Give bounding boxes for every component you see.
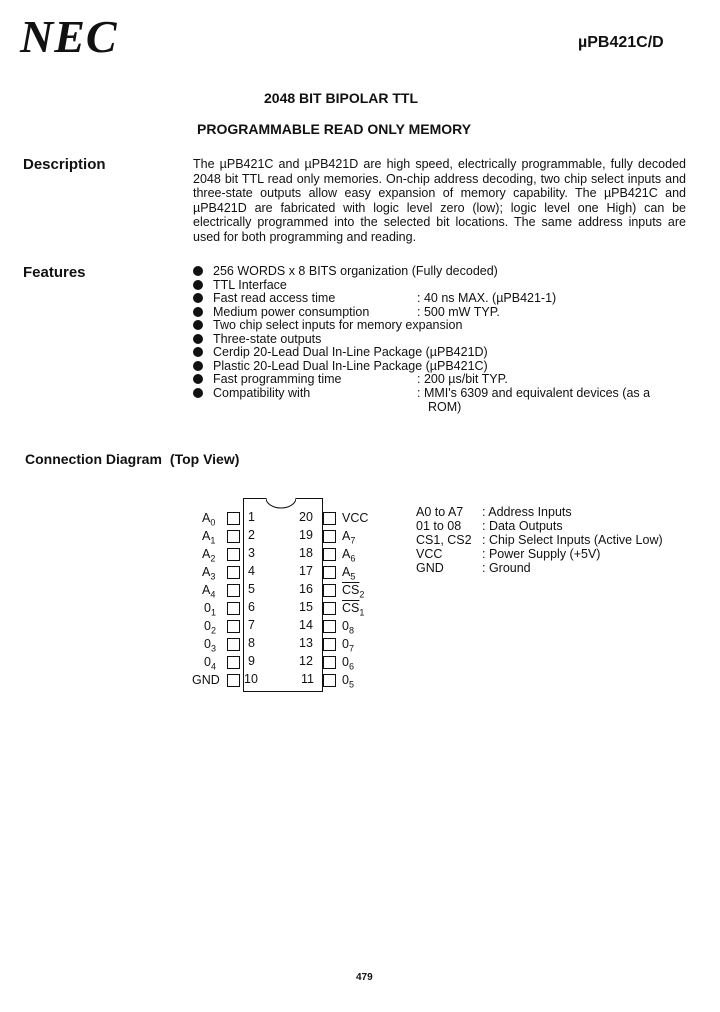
legend-row [416, 533, 663, 547]
pin-number: 11 [301, 672, 314, 686]
pin-16 [323, 584, 336, 597]
pin-number: 13 [299, 636, 313, 650]
pin-5 [227, 584, 240, 597]
feature-text: Three-state outputs [213, 332, 322, 346]
pin-label: $A_3$ [202, 565, 216, 582]
feature-value: : 500 mW TYP. [417, 305, 500, 319]
feature-item [193, 319, 462, 333]
legend-key: GND [416, 561, 444, 575]
connection-heading [25, 451, 239, 467]
pin-6 [227, 602, 240, 615]
bullet-icon [193, 320, 203, 330]
pin-label: $0_6$ [342, 655, 354, 672]
legend-row [416, 519, 563, 533]
pin-3 [227, 548, 240, 561]
pin-number: 20 [299, 510, 313, 524]
title-line-1: 2048 BIT BIPOLAR TTL [264, 90, 419, 106]
bullet-icon [193, 374, 203, 384]
bullet-icon [193, 280, 203, 290]
pin-label: $0_3$ [204, 637, 216, 654]
pin-12 [323, 656, 336, 669]
pin-number: 14 [299, 618, 313, 632]
pin-number: 17 [299, 564, 313, 578]
feature-text: Medium power consumption [213, 305, 370, 319]
pin-2 [227, 530, 240, 543]
legend-row [416, 505, 572, 519]
bullet-icon [193, 361, 203, 371]
part-number: µPB421C/D [578, 34, 664, 51]
pin-label: $A_7$ [342, 529, 356, 546]
feature-item [193, 291, 557, 306]
description-text: The µPB421C and µPB421D are high speed, electrically programmable, fully decoded 2048 bit TTL read only memories. On-chip address decoding, two chip select inputs and three-state outputs allow easy expansion of memory capability. The µPB421C and µPB421D are fabricated with logic level zero (low); logic level one High) can be electrically programmed into the selected bit locations. The same address inputs are used for both programming and reading. [193, 157, 686, 244]
pin-number: 8 [248, 636, 255, 650]
legend-key: 01 to 08 [416, 519, 462, 533]
pin-17 [323, 566, 336, 579]
feature-item [193, 372, 508, 387]
pin-label: $A_0$ [202, 511, 216, 528]
pin-label: $A_2$ [202, 547, 216, 564]
pin-label: $\overline{CS}_1$ [342, 601, 365, 618]
bullet-icon [193, 334, 203, 344]
legend-value: : Ground [482, 561, 531, 575]
pin-13 [323, 638, 336, 651]
legend-key: A0 to A7 [416, 505, 464, 519]
legend-value: : Address Inputs [482, 505, 572, 519]
pin-4 [227, 566, 240, 579]
pin-number: 4 [248, 564, 255, 578]
pin-number: 1 [248, 510, 255, 524]
pin-19 [323, 530, 336, 543]
nec-logo: NEC [20, 11, 118, 62]
pin-1 [227, 512, 240, 525]
pin-label: $0_7$ [342, 637, 354, 654]
description-heading: Description [23, 156, 106, 173]
pin-15 [323, 602, 336, 615]
pin-number: 15 [299, 600, 313, 614]
pin-label: VCC [342, 511, 369, 525]
pin-8 [227, 638, 240, 651]
legend-key: VCC [416, 547, 443, 561]
legend-key: CS1, CS2 [416, 533, 472, 547]
feature-item [193, 346, 488, 360]
feature-item [193, 265, 498, 279]
pin-number: 5 [248, 582, 255, 596]
feature-text: 256 WORDS x 8 BITS organization (Fully decoded) [213, 264, 498, 278]
legend-value: : Chip Select Inputs (Active Low) [482, 533, 663, 547]
connection-diagram-label: Connection Diagram [25, 451, 162, 467]
feature-value: : MMI's 6309 and equivalent devices (as a [417, 386, 651, 400]
pin-label: $\overline{CS}_2$ [342, 583, 365, 600]
pin-label: $A_4$ [202, 583, 216, 600]
features-heading: Features [23, 264, 86, 281]
pin-label: $0_8$ [342, 619, 354, 636]
pin-number: 9 [248, 654, 255, 668]
pin-number: 19 [299, 528, 313, 542]
pin-label: $A_6$ [342, 547, 356, 564]
feature-value: : 200 µs/bit TYP. [417, 372, 508, 386]
pin-7 [227, 620, 240, 633]
pin-label: $0_4$ [204, 655, 216, 672]
bullet-icon [193, 307, 203, 317]
pin-label: $A_1$ [202, 529, 216, 546]
page-number: 479 [356, 972, 373, 983]
bullet-icon [193, 347, 203, 357]
pin-label: GND [192, 673, 220, 687]
pin-label: $0_2$ [204, 619, 216, 636]
pin-number: 6 [248, 600, 255, 614]
feature-text: TTL Interface [213, 278, 287, 292]
legend-row [416, 561, 531, 575]
pin-label: $0_1$ [204, 601, 216, 618]
top-view-label: (Top View) [169, 451, 240, 467]
pin-20 [323, 512, 336, 525]
pin-number: 10 [244, 672, 258, 686]
pin-label: $A_5$ [342, 565, 356, 582]
feature-text: Cerdip 20-Lead Dual In-Line Package (µPB421D) [213, 345, 488, 359]
legend-value: : Data Outputs [482, 519, 563, 533]
pin-14 [323, 620, 336, 633]
chip-notch [266, 489, 296, 509]
pin-number: 7 [248, 618, 255, 632]
feature-item [193, 386, 651, 401]
pin-number: 18 [299, 546, 313, 560]
bullet-icon [193, 266, 203, 276]
pin-number: 12 [299, 654, 313, 668]
pin-10 [227, 674, 240, 687]
feature-text: Two chip select inputs for memory expansion [213, 318, 463, 332]
feature-text: Plastic 20-Lead Dual In-Line Package (µPB421C) [213, 359, 488, 373]
legend-row [416, 547, 601, 561]
pin-9 [227, 656, 240, 669]
pin-number: 16 [299, 582, 313, 596]
pin-number: 2 [248, 528, 255, 542]
feature-text: Compatibility with [213, 386, 311, 400]
bullet-icon [193, 388, 203, 398]
pin-number: 3 [248, 546, 255, 560]
title-line-2: PROGRAMMABLE READ ONLY MEMORY [197, 121, 472, 137]
feature-continuation: ROM) [428, 400, 462, 414]
feature-text: Fast read access time [213, 291, 336, 305]
feature-value: : 40 ns MAX. (µPB421-1) [417, 291, 557, 305]
legend-value: : Power Supply (+5V) [482, 547, 601, 561]
feature-text: Fast programming time [213, 372, 342, 386]
pin-11 [323, 674, 336, 687]
pin-18 [323, 548, 336, 561]
pin-label: $0_5$ [342, 673, 354, 690]
bullet-icon [193, 293, 203, 303]
